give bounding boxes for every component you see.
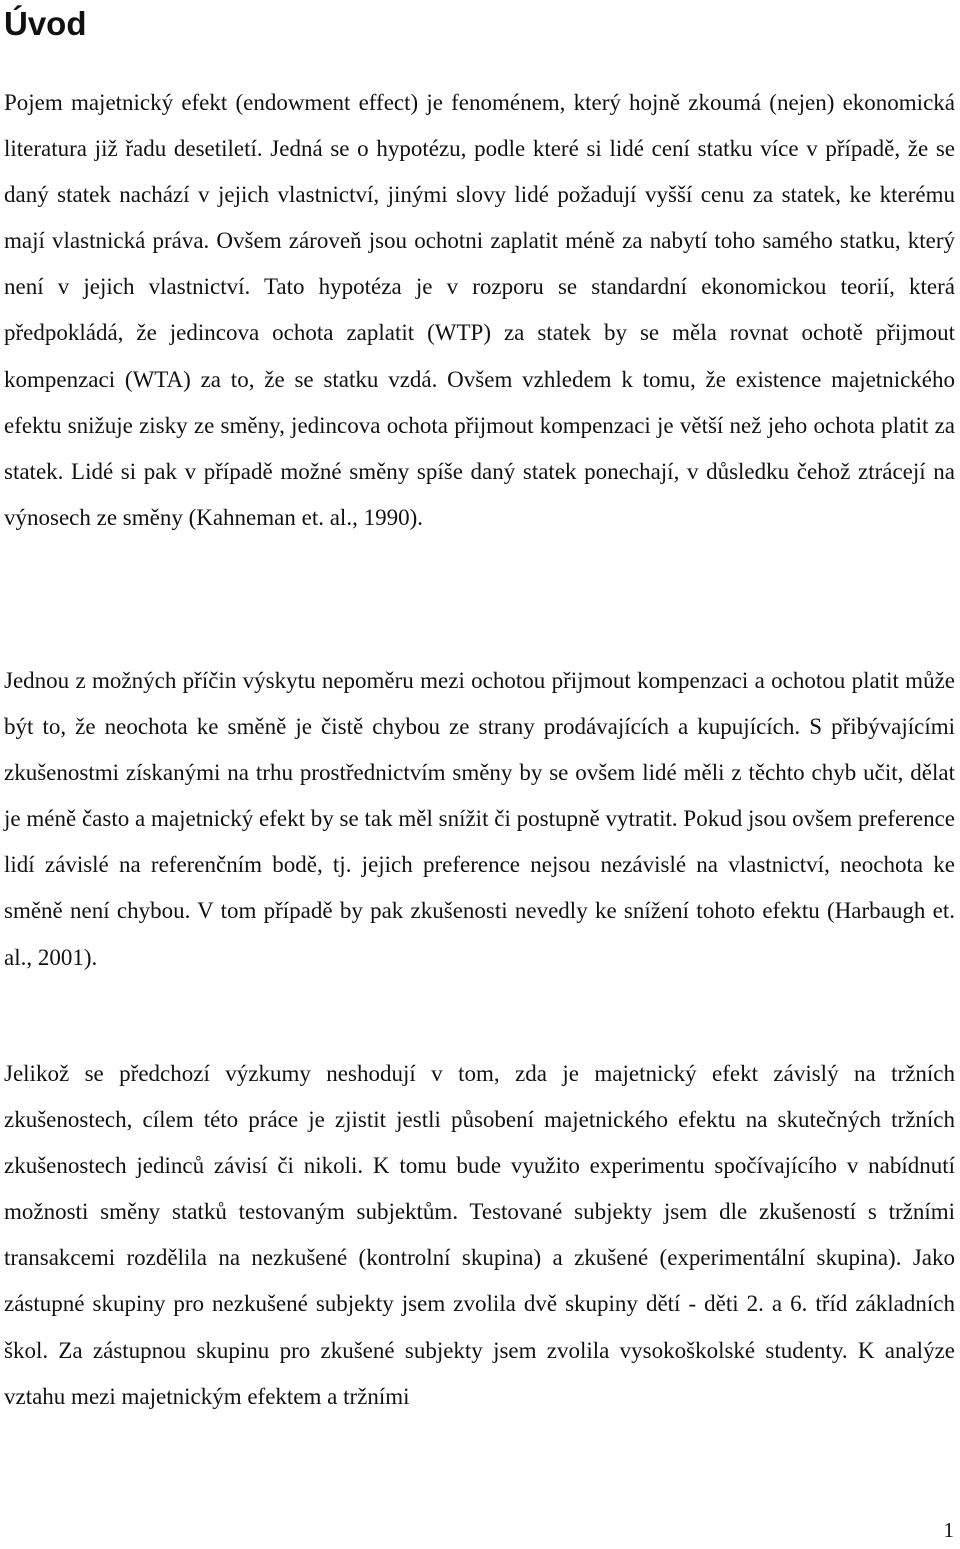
paragraph-intro: Pojem majetnický efekt (endowment effect) je fenoménem, který hojně zkoumá (nejen) ekonomická literatura již řadu desetiletí. Jedná se o hypotézu, podle které si lidé cení statku více v případě, že se daný statek nachází v jejich vlastnictví, jinými slovy lidé požadují vyšší cenu za statek, ke kterému mají vlastnická práva. Ovšem zároveň jsou ochotni zaplatit méně za nabytí toho samého statku, který není v jejich vlastnictví. Tato hypotéza je v rozporu se standardní ekonomickou teorií, která předpokládá, že jedincova ochota zaplatit (WTP) za statek by se měla rovnat ochotě přijmout kompenzaci (WTA) za to, že se statku vzdá. Ovšem vzhledem k tomu, že existence majetnického efektu snižuje zisky ze směny, jedincova ochota přijmout kompenzaci je větší než jeho ochota platit za statek. Lidé si pak v případě možné směny spíše daný statek ponechají, v důsledku čehož ztrácejí na výnosech ze směny (Kahneman et. al., 1990). bbox=[4, 90, 955, 530]
page-number: 1 bbox=[943, 1518, 954, 1542]
page-title: Úvod bbox=[4, 5, 87, 42]
paragraph-aim: Jelikož se předchozí výzkumy neshodují v tom, zda je majetnický efekt závislý na tržních zkušenostech, cílem této práce je zjistit jestli působení majetnického efektu na skutečných tržních zkušenostech jedinců závisí či nikoli. K tomu bude využito experimentu spočívajícího v nabídnutí možnosti směny statků testovaným subjektům. Testované subjekty jsem dle zkušeností s tržními transakcemi rozdělila na nezkušené (kontrolní skupina) a zkušené (experimentální skupina). Jako zástupné skupiny pro nezkušené subjekty jsem zvolila dvě skupiny dětí - děti 2. a 6. tříd základních škol. Za zástupnou skupinu pro zkušené subjekty jsem zvolila vysokoškolské studenty. K analýze vztahu mezi majetnickým efektem a tržními bbox=[4, 1061, 955, 1409]
paragraph-causes: Jednou z možných příčin výskytu nepoměru mezi ochotou přijmout kompenzaci a ochotou platit může být to, že neochota ke směně je čistě chybou ze strany prodávajících a kupujících. S přibývajícími zkušenostmi získanými na trhu prostřednictvím směny by se ovšem lidé měli z těchto chyb učit, dělat je méně často a majetnický efekt by se tak měl snížit či postupně vytratit. Pokud jsou ovšem preference lidí závislé na referenčním bodě, tj. jejich preference nejsou nezávislé na vlastnictví, neochota ke směně není chybou. V tom případě by pak zkušenosti nevedly ke snížení tohoto efektu (Harbaugh et. al., 2001). bbox=[4, 668, 955, 970]
